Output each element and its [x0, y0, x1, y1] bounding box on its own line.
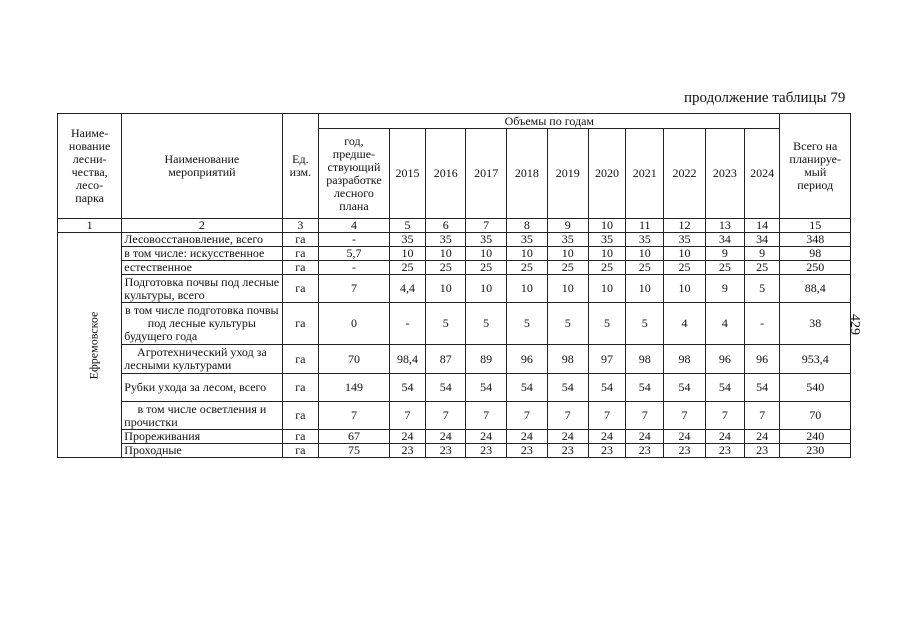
table-row [58, 430, 851, 444]
column-number: 11 [626, 219, 664, 233]
activity-name: Лесовосстановление, всего [122, 233, 282, 247]
year-value-2024: 25 [744, 261, 780, 275]
header-total-text: Всего на планируе- мый период [789, 139, 842, 192]
header-year-2016: 2016 [426, 129, 466, 219]
year-value-2017: 25 [466, 261, 507, 275]
column-number: 10 [588, 219, 626, 233]
year-value-2015: 24 [389, 430, 426, 444]
year-value-2023: 23 [705, 444, 744, 458]
activity-name: в том числе: искусственное [122, 247, 282, 261]
year-value-2023: 34 [705, 233, 744, 247]
header-year-2017: 2017 [466, 129, 507, 219]
prev-year-value: 5,7 [319, 247, 389, 261]
year-value-2022: 10 [664, 275, 706, 303]
total-value: 98 [780, 247, 851, 261]
unit-cell: га [282, 261, 319, 275]
table-row [58, 233, 851, 247]
header-year-2018: 2018 [506, 129, 547, 219]
total-value: 348 [780, 233, 851, 247]
table-row [58, 374, 851, 402]
year-value-2016: 35 [426, 233, 466, 247]
column-number: 2 [122, 219, 282, 233]
year-value-2024: 96 [744, 345, 780, 374]
table-row [58, 275, 851, 303]
activity-name: Рубки ухода за лесом, всего [122, 374, 282, 402]
header-prev-year [319, 129, 389, 219]
year-value-2021: 35 [626, 233, 664, 247]
prev-year-value: - [319, 261, 389, 275]
header-volumes-by-year: Объемы по годам [319, 114, 780, 129]
year-value-2018: 7 [506, 402, 547, 430]
year-value-2015: 35 [389, 233, 426, 247]
year-value-2018: 96 [506, 345, 547, 374]
year-value-2024: 24 [744, 430, 780, 444]
column-number: 14 [744, 219, 780, 233]
year-value-2015: 98,4 [389, 345, 426, 374]
year-value-2024: 23 [744, 444, 780, 458]
year-value-2019: 54 [547, 374, 588, 402]
year-value-2020: 25 [588, 261, 626, 275]
column-number: 9 [547, 219, 588, 233]
year-value-2018: 10 [506, 247, 547, 261]
year-value-2023: 24 [705, 430, 744, 444]
year-value-2020: 10 [588, 247, 626, 261]
header-prev-year-text: год, предше- ствующий разработке лесного плана [326, 133, 382, 213]
prev-year-value: 0 [319, 303, 389, 345]
year-value-2021: 10 [626, 247, 664, 261]
year-value-2016: 10 [426, 247, 466, 261]
header-year-2020: 2020 [588, 129, 626, 219]
forestry-name: Ефремовское [86, 311, 101, 379]
year-value-2016: 7 [426, 402, 466, 430]
header-unit [282, 114, 319, 219]
year-value-2020: 97 [588, 345, 626, 374]
year-value-2015: - [389, 303, 426, 345]
table-caption: продолжение таблицы 79 [684, 90, 846, 106]
header-activity [122, 114, 282, 219]
year-value-2019: 10 [547, 247, 588, 261]
prev-year-value: 7 [319, 402, 389, 430]
year-value-2015: 25 [389, 261, 426, 275]
year-value-2017: 23 [466, 444, 507, 458]
year-value-2024: 54 [744, 374, 780, 402]
year-value-2016: 54 [426, 374, 466, 402]
year-value-2015: 10 [389, 247, 426, 261]
table-row [58, 402, 851, 430]
year-value-2023: 9 [705, 247, 744, 261]
forestry-activities-table [57, 113, 851, 458]
year-value-2022: 25 [664, 261, 706, 275]
forestry-name-cell [58, 233, 122, 458]
year-value-2018: 5 [506, 303, 547, 345]
year-value-2021: 98 [626, 345, 664, 374]
page-number: 429 [847, 314, 862, 335]
activity-name: в том числе осветления и прочистки [122, 402, 282, 430]
year-value-2017: 35 [466, 233, 507, 247]
year-value-2015: 4,4 [389, 275, 426, 303]
year-value-2022: 7 [664, 402, 706, 430]
total-value: 240 [780, 430, 851, 444]
table-row [58, 261, 851, 275]
year-value-2022: 35 [664, 233, 706, 247]
header-forestry [58, 114, 122, 219]
prev-year-value: - [319, 233, 389, 247]
column-number: 15 [780, 219, 851, 233]
year-value-2021: 24 [626, 430, 664, 444]
unit-cell: га [282, 444, 319, 458]
year-value-2021: 25 [626, 261, 664, 275]
table-row [58, 345, 851, 374]
year-value-2024: 5 [744, 275, 780, 303]
year-value-2023: 54 [705, 374, 744, 402]
year-value-2024: 9 [744, 247, 780, 261]
year-value-2022: 54 [664, 374, 706, 402]
total-value: 88,4 [780, 275, 851, 303]
year-value-2019: 7 [547, 402, 588, 430]
column-number: 6 [426, 219, 466, 233]
year-value-2023: 96 [705, 345, 744, 374]
table-row [58, 303, 851, 345]
year-value-2017: 89 [466, 345, 507, 374]
year-value-2017: 10 [466, 275, 507, 303]
year-value-2015: 23 [389, 444, 426, 458]
header-forestry-text: Наиме- нование лесни- чества, лесо- парка [68, 126, 111, 205]
unit-cell: га [282, 345, 319, 374]
column-number: 5 [389, 219, 426, 233]
year-value-2021: 5 [626, 303, 664, 345]
year-value-2020: 10 [588, 275, 626, 303]
year-value-2018: 54 [506, 374, 547, 402]
unit-cell: га [282, 303, 319, 345]
column-number: 7 [466, 219, 507, 233]
year-value-2017: 5 [466, 303, 507, 345]
year-value-2017: 24 [466, 430, 507, 444]
activity-name: Проходные [122, 444, 282, 458]
header-year-2021: 2021 [626, 129, 664, 219]
header-year-2015: 2015 [389, 129, 426, 219]
header-total [780, 114, 851, 219]
header-year-2022: 2022 [664, 129, 706, 219]
table-row [58, 247, 851, 261]
year-value-2019: 98 [547, 345, 588, 374]
header-year-2024: 2024 [744, 129, 780, 219]
unit-cell: га [282, 233, 319, 247]
prev-year-value: 149 [319, 374, 389, 402]
activity-name: в том числе подготовка почвы под лесные культуры будущего года [122, 303, 282, 345]
unit-cell: га [282, 247, 319, 261]
header-year-2023: 2023 [705, 129, 744, 219]
year-value-2020: 23 [588, 444, 626, 458]
activity-name: Подготовка почвы под лесные культуры, всего [122, 275, 282, 303]
year-value-2015: 54 [389, 374, 426, 402]
year-value-2020: 5 [588, 303, 626, 345]
year-value-2018: 10 [506, 275, 547, 303]
year-value-2024: 34 [744, 233, 780, 247]
year-value-2019: 25 [547, 261, 588, 275]
year-value-2017: 54 [466, 374, 507, 402]
column-number: 4 [319, 219, 389, 233]
prev-year-value: 70 [319, 345, 389, 374]
unit-cell: га [282, 374, 319, 402]
column-number: 13 [705, 219, 744, 233]
year-value-2019: 24 [547, 430, 588, 444]
year-value-2023: 25 [705, 261, 744, 275]
unit-cell: га [282, 430, 319, 444]
header-unit-text: Ед. изм. [289, 152, 312, 179]
year-value-2023: 4 [705, 303, 744, 345]
total-value: 540 [780, 374, 851, 402]
total-value: 250 [780, 261, 851, 275]
year-value-2020: 54 [588, 374, 626, 402]
year-value-2017: 7 [466, 402, 507, 430]
year-value-2019: 5 [547, 303, 588, 345]
total-value: 38 [780, 303, 851, 345]
year-value-2016: 23 [426, 444, 466, 458]
total-value: 230 [780, 444, 851, 458]
total-value: 953,4 [780, 345, 851, 374]
year-value-2021: 23 [626, 444, 664, 458]
year-value-2018: 35 [506, 233, 547, 247]
unit-cell: га [282, 275, 319, 303]
year-value-2018: 23 [506, 444, 547, 458]
year-value-2023: 9 [705, 275, 744, 303]
year-value-2016: 5 [426, 303, 466, 345]
column-number: 12 [664, 219, 706, 233]
year-value-2020: 7 [588, 402, 626, 430]
year-value-2020: 35 [588, 233, 626, 247]
year-value-2022: 10 [664, 247, 706, 261]
year-value-2021: 10 [626, 275, 664, 303]
year-value-2023: 7 [705, 402, 744, 430]
prev-year-value: 67 [319, 430, 389, 444]
year-value-2021: 54 [626, 374, 664, 402]
activity-name: Агротехнический уход за лесными культурами [122, 345, 282, 374]
total-value: 70 [780, 402, 851, 430]
year-value-2021: 7 [626, 402, 664, 430]
year-value-2016: 10 [426, 275, 466, 303]
column-number: 1 [58, 219, 122, 233]
table-row [58, 444, 851, 458]
year-value-2024: - [744, 303, 780, 345]
year-value-2024: 7 [744, 402, 780, 430]
year-value-2022: 23 [664, 444, 706, 458]
year-value-2018: 25 [506, 261, 547, 275]
header-year-2019: 2019 [547, 129, 588, 219]
year-value-2022: 24 [664, 430, 706, 444]
year-value-2022: 4 [664, 303, 706, 345]
year-value-2017: 10 [466, 247, 507, 261]
year-value-2019: 23 [547, 444, 588, 458]
column-number: 8 [506, 219, 547, 233]
year-value-2016: 87 [426, 345, 466, 374]
year-value-2018: 24 [506, 430, 547, 444]
activity-name: Прореживания [122, 430, 282, 444]
unit-cell: га [282, 402, 319, 430]
year-value-2016: 24 [426, 430, 466, 444]
activity-name: естественное [122, 261, 282, 275]
year-value-2019: 35 [547, 233, 588, 247]
year-value-2020: 24 [588, 430, 626, 444]
header-activity-text: Наименование мероприятий [164, 152, 240, 179]
year-value-2019: 10 [547, 275, 588, 303]
prev-year-value: 7 [319, 275, 389, 303]
year-value-2015: 7 [389, 402, 426, 430]
column-number: 3 [282, 219, 319, 233]
prev-year-value: 75 [319, 444, 389, 458]
year-value-2016: 25 [426, 261, 466, 275]
year-value-2022: 98 [664, 345, 706, 374]
